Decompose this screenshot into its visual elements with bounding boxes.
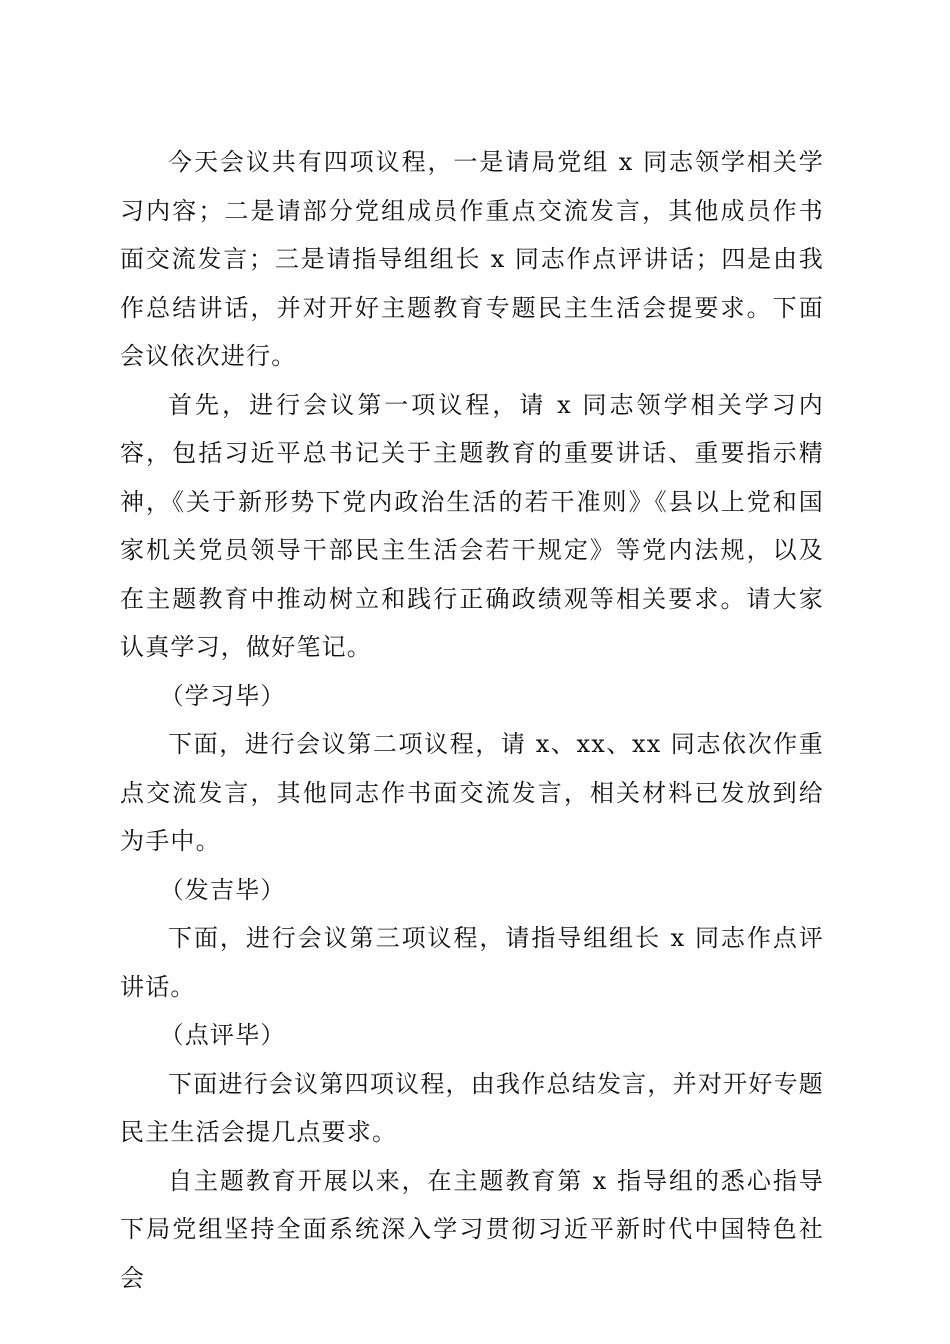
note-comment-finished: （点评毕） (159, 1021, 286, 1049)
paragraph-first-agenda: 首先，进行会议第一项议程，请 x 同志领学相关学习内容，包括习近平总书记关于主题教育的重要讲话、重要指示精神，《关于新形势下党内政治生活的若干准则》《县以上党和国家机关党员领导干部民主生活会若干规定》等党内法规，以及在主题教育中推动树立和践行正确政绩观等相关要求。请大家认真学习，做好笔记。 (120, 390, 824, 661)
paragraph-second-agenda: 下面，进行会议第二项议程，请 x、xx、xx 同志依次作重点交流发言，其他同志作书面交流发言，相关材料已发放到给为手中。 (120, 730, 824, 855)
document-body (120, 138, 824, 1302)
note-speech-finished: （发吉毕） (159, 875, 286, 904)
note-study-finished: （学习毕） (159, 681, 286, 710)
paragraph-fourth-agenda: 下面进行会议第四项议程，由我作总结发言，并对开好专题民主生活会提几点要求。 (120, 1069, 824, 1146)
paragraph-third-agenda: 下面，进行会议第三项议程，请指导组组长 x 同志作点评讲话。 (120, 924, 824, 1001)
paragraph-summary-start: 自主题教育开展以来，在主题教育第 x 指导组的悉心指导下局党组坚持全面系统深入学习贯彻习近平新时代中国特色社会 (120, 1166, 824, 1292)
paragraph-agenda-overview: 今天会议共有四项议程，一是请局党组 x 同志领学相关学习内容；二是请部分党组成员作重点交流发言，其他成员作书面交流发言；三是请指导组组长 x 同志作点评讲话；四是由我作总结讲话，并对开好主题教育专题民主生活会提要求。下面会议依次进行。 (120, 148, 824, 370)
